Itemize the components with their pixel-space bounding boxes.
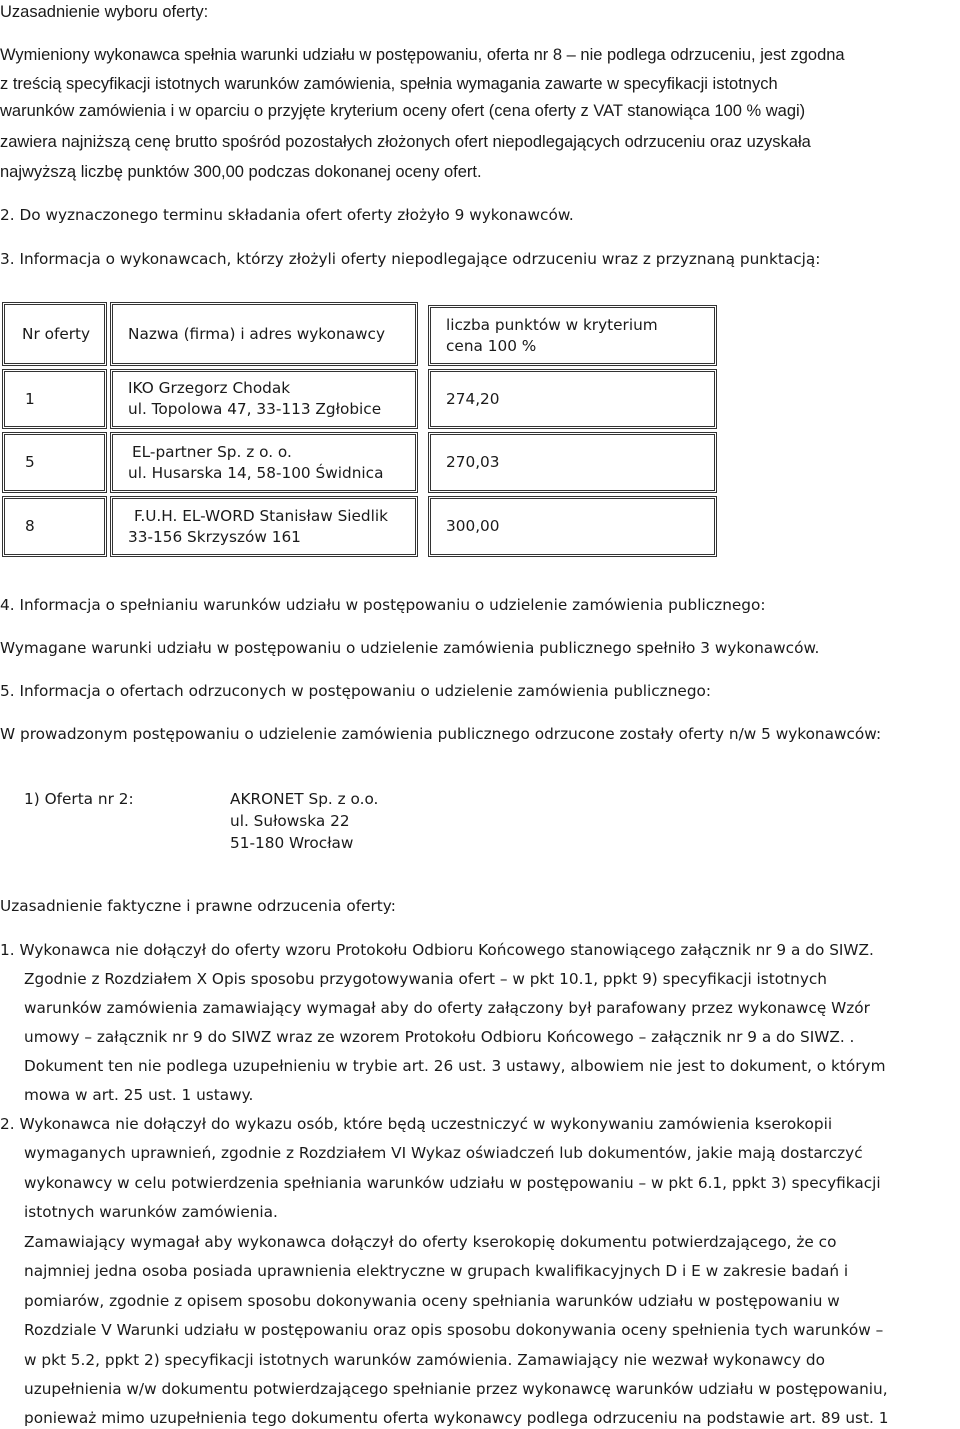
rejection-heading: Uzasadnienie faktyczne i prawne odrzucenia oferty: [0,897,396,915]
reason-2-line: 2. Wykonawca nie dołączył do wykazu osób, które będą uczestniczyć w wykonywaniu zamówienia kserokopii [0,1115,833,1133]
contractor-name: F.U.H. EL-WORD Stanisław Siedlik [134,506,389,525]
contractor-address: ul. Husarska 14, 58-100 Świdnica [128,463,384,482]
reason-2-line: w pkt 5.2, ppkt 2) specyfikacji istotnych warunków zamówienia. Zamawiający nie wezwał wykonawcy do [24,1351,825,1369]
offer-number: 8 [25,517,35,535]
choice-paragraph-line: najwyższą liczbę punktów 300,00 podczas dokonanej oceny ofert. [0,163,482,181]
point-5-text: W prowadzonym postępowaniu o udzielenie zamówienia publicznego odrzucone zostały oferty n/w 5 wykonawców: [0,725,882,743]
rejected-offer-name: AKRONET Sp. z o.o. [230,790,379,808]
reason-2-line: Rozdziale V Warunki udziału w postępowaniu oraz opis sposobu dokonywania oceny spełnienia tych warunków – [24,1321,884,1339]
reason-1-line: mowa w art. 25 ust. 1 ustawy. [24,1086,254,1104]
offer-number: 5 [25,453,35,471]
offer-number: 1 [25,389,35,408]
points-value: 300,00 [446,517,500,535]
header-points-line: cena 100 % [446,336,537,355]
points-value: 274,20 [446,389,500,408]
reason-1-line: umowy – załącznik nr 9 do SIWZ wraz ze wzorem Protokołu Odbioru Końcowego – załącznik nr 9 a do SIWZ. . [24,1028,855,1046]
header-nr: Nr oferty [2,302,107,366]
point-2: 2. Do wyznaczonego terminu składania ofert oferty złożyło 9 wykonawców. [0,206,574,224]
point-4: 4. Informacja o spełnianiu warunków udziału w postępowaniu o udzielenie zamówienia publicznego: [0,596,766,614]
rejected-offer-street: ul. Sułowska 22 [230,812,350,830]
rejected-offer-city: 51-180 Wrocław [230,834,354,852]
choice-paragraph-line: zawiera najniższą cenę brutto spośród pozostałych złożonych ofert niepodlegających odrzuceniu oraz uzyskała [0,133,811,151]
table-row [2,496,107,557]
reason-2-line: wykonawcy w celu potwierdzenia spełniania warunków udziału w postępowaniu – w pkt 6.1, ppkt 3) specyfikacji [24,1174,881,1192]
reason-2-line: najmniej jedna osoba posiada uprawnienia elektryczne w grupach kwalifikacyjnych D i E w zakresie badań i [24,1262,849,1280]
reason-2-line: Zamawiający wymagał aby wykonawca dołączył do oferty kserokopię dokumentu potwierdzającego, że co [24,1233,837,1251]
table-row [2,369,107,429]
contractor-address: ul. Topolowa 47, 33-113 Zgłobice [128,400,382,418]
table-row [2,432,107,493]
contractor-address: 33-156 Skrzyszów 161 [128,527,301,546]
reason-1-line: warunków zamówienia zamawiający wymagał aby do oferty załączony był parafowany przez wykonawcę Wzór [24,999,870,1017]
reason-1-line: Dokument ten nie podlega uzupełnieniu w trybie art. 26 ust. 3 ustawy, albowiem nie jest to dokument, o którym [24,1057,886,1075]
contractor-name: IKO Grzegorz Chodak [128,379,291,397]
table-row-points [428,369,717,429]
reason-2-line: pomiarów, zgodnie z opisem sposobu dokonywania oceny spełniania warunków udziału w postępowaniu w [24,1292,840,1310]
point-5: 5. Informacja o ofertach odrzuconych w postępowaniu o udzielenie zamówienia publicznego: [0,682,712,700]
reason-2-line: uzupełnienia w/w dokumentu potwierdzającego spełnianie przez wykonawcę warunków udziału w postępowaniu, [24,1380,888,1398]
reason-1-line: 1. Wykonawca nie dołączył do oferty wzoru Protokołu Odbioru Końcowego stanowiącego załącznik nr 9 a do SIWZ. [0,941,874,959]
reason-2-line: ponieważ mimo uzupełnienia tego dokumentu oferta wykonawcy podlega odrzuceniu na podstawie art. 89 ust. 1 [24,1409,889,1427]
point-4-text: Wymagane warunki udziału w postępowaniu o udzielenie zamówienia publicznego spełniło 3 wykonawców. [0,639,820,657]
table-row-name [110,432,418,493]
choice-paragraph-line: Wymieniony wykonawca spełnia warunki udziału w postępowaniu, oferta nr 8 – nie podlega odrzuceniu, jest zgodna [0,46,845,64]
rejected-offer-label: 1) Oferta nr 2: [24,790,134,808]
choice-paragraph-line: z treścią specyfikacji istotnych warunków zamówienia, spełnia wymagania zawarte w specyfikacji istotnych [0,75,778,93]
header-points [428,305,717,366]
contractor-name: EL-partner Sp. z o. o. [132,442,292,461]
reason-2-line: wymaganych uprawnień, zgodnie z Rozdziałem VI Wykaz oświadczeń lub dokumentów, jakie mają dostarczyć [24,1144,863,1162]
header-name: Nazwa (firma) i adres wykonawcy [110,302,418,366]
header-points-line: liczba punktów w kryterium [446,315,658,334]
justification-heading: Uzasadnienie wyboru oferty: [0,3,209,21]
choice-paragraph-line: warunków zamówienia i w oparciu o przyjęte kryterium oceny ofert (cena oferty z VAT stanowiąca 100 % wagi) [0,102,806,120]
table-row-points [428,496,717,557]
reason-1-line: Zgodnie z Rozdziałem X Opis sposobu przygotowywania ofert – w pkt 10.1, ppkt 9) specyfikacji istotnych [24,970,827,988]
table-row-name [110,369,418,429]
reason-2-line: istotnych warunków zamówienia. [24,1203,278,1221]
table-row-points [428,432,717,493]
table-row-name [110,496,418,557]
points-value: 270,03 [446,453,500,471]
point-3: 3. Informacja o wykonawcach, którzy złożyli oferty niepodlegające odrzuceniu wraz z przyznaną punktacją: [0,250,821,268]
